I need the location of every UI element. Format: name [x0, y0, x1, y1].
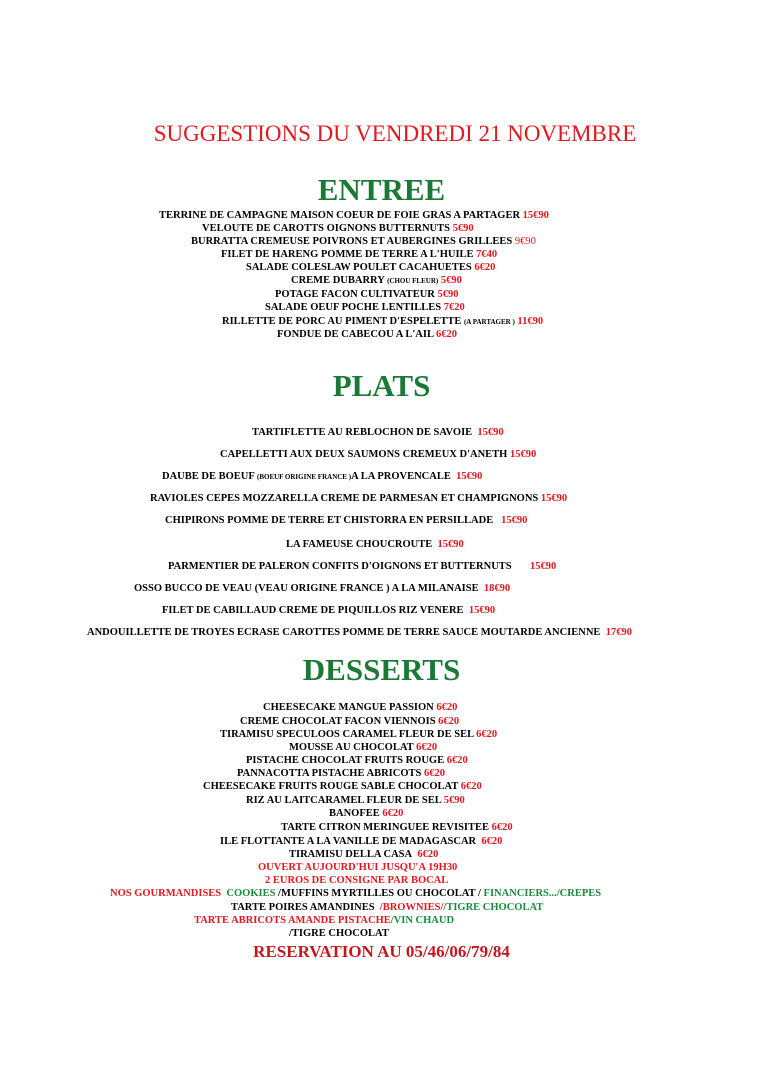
menu-item [168, 560, 556, 573]
item-price: 15€90 [468, 605, 496, 616]
item-name: BANOFEE [329, 808, 380, 819]
item-name-suffix: A LA PROVENCALE [351, 471, 451, 482]
item-name: CHIPIRONS POMME DE TERRE ET CHISTORRA EN PERSILLADE [165, 515, 494, 526]
menu-item [220, 728, 497, 741]
item-name: TIRAMISU SPECULOOS CARAMEL FLEUR DE SEL [220, 729, 474, 740]
item-name: RILLETTE DE PORC AU PIMENT D'ESPELETTE [222, 316, 462, 327]
menu-item [165, 514, 527, 527]
menu-item [291, 274, 462, 288]
section-plats-heading: PLATS [332, 368, 431, 403]
item-name: LA FAMEUSE CHOUCROUTE [286, 539, 433, 550]
item-note: (CHOU FLEUR) [387, 277, 439, 285]
item-price: 15€90 [522, 210, 549, 221]
item-name: SALADE COLESLAW POULET CACAHUETES [246, 262, 472, 273]
item-name: PARMENTIER DE PALERON CONFITS D'OIGNONS ET BUTTERNUTS [168, 561, 512, 572]
gourmandise-vin-chaud: /VIN CHAUD [390, 915, 455, 926]
item-price: 15€90 [437, 539, 464, 550]
page-title: SUGGESTIONS DU VENDREDI 21 NOVEMBRE [153, 121, 637, 146]
menu-item [162, 604, 495, 617]
item-price: 6€20 [446, 755, 468, 766]
gourmandise-tigre-chocolat: /TIGRE CHOCOLAT [289, 928, 389, 939]
item-price: 15€90 [501, 515, 528, 526]
menu-item [221, 248, 497, 261]
item-price: 6€20 [481, 836, 503, 847]
item-name: TERRINE DE CAMPAGNE MAISON COEUR DE FOIE GRAS A PARTAGER [159, 210, 521, 221]
item-price: 7€20 [443, 302, 465, 313]
item-name: ANDOUILLETTE DE TROYES ECRASE CAROTTES POMME DE TERRE SAUCE MOUTARDE ANCIENNE [87, 627, 601, 638]
menu-item [289, 741, 437, 754]
menu-item [222, 315, 543, 329]
item-name: CREME CHOCOLAT FACON VIENNOIS [240, 716, 436, 727]
item-name: FILET DE CABILLAUD CREME DE PIQUILLOS RIZ VENERE [162, 605, 464, 616]
menu-item [87, 626, 632, 639]
gourmandises-line [194, 914, 454, 927]
item-name: FILET DE HARENG POMME DE TERRE A L'HUILE [221, 249, 474, 260]
menu-item [159, 209, 549, 222]
item-price: 6€20 [417, 849, 439, 860]
item-name: CHEESECAKE FRUITS ROUGE SABLE CHOCOLAT [203, 781, 459, 792]
item-name: TIRAMISU DELLA CASA [289, 849, 413, 860]
gourmandises-line [231, 901, 543, 914]
item-price: 15€90 [530, 561, 557, 572]
menu-item [220, 448, 536, 461]
menu-item [329, 807, 403, 820]
item-name: TARTIFLETTE AU REBLOCHON DE SAVOIE [252, 427, 473, 438]
item-price: 7€40 [476, 249, 498, 260]
gourmandise-brownies: /BROWNIES/ [379, 902, 444, 913]
item-name: CAPELLETTI AUX DEUX SAUMONS CREMEUX D'ANETH [220, 449, 508, 460]
item-name: RAVIOLES CEPES MOZZARELLA CREME DE PARMESAN ET CHAMPIGNONS [150, 493, 539, 504]
menu-item [246, 794, 465, 807]
menu-item [134, 582, 510, 595]
menu-item [275, 288, 458, 301]
menu-item [252, 426, 504, 439]
gourmandise-tarte-poires: TARTE POIRES AMANDINES [231, 902, 375, 913]
item-price: 6€20 [416, 742, 438, 753]
menu-item [289, 848, 438, 861]
item-name: CREME DUBARRY [291, 275, 385, 286]
item-price: 5€90 [452, 223, 474, 234]
item-price: 15€90 [540, 493, 568, 504]
item-name: FONDUE DE CABECOU A L'AIL [277, 329, 434, 340]
item-name: PANNACOTTA PISTACHE ABRICOTS [237, 768, 422, 779]
menu-item [191, 235, 536, 248]
item-price: 15€90 [477, 427, 504, 438]
menu-item [240, 715, 459, 728]
menu-item [220, 835, 502, 848]
item-price: 9€90 [514, 236, 536, 247]
item-name: DAUBE DE BOEUF [162, 471, 255, 482]
opening-hours: OUVERT AUJOURD'HUI JUSQU'A 19H30 [258, 862, 458, 873]
gourmandise-tigre: /TIGRE CHOCOLAT [443, 902, 544, 913]
item-price: 6€20 [474, 262, 496, 273]
section-desserts-heading: DESSERTS [302, 652, 461, 687]
item-name: SALADE OEUF POCHE LENTILLES [265, 302, 442, 313]
menu-item [277, 328, 457, 341]
item-note: (A PARTAGER ) [463, 318, 515, 326]
gourmandises-line [110, 887, 601, 900]
item-price: 18€90 [483, 583, 511, 594]
reservation-phone: RESERVATION AU 05/46/06/79/84 [253, 942, 510, 961]
item-price: 5€90 [443, 795, 465, 806]
item-price: 6€20 [436, 329, 457, 340]
gourmandise-tarte-abricots: TARTE ABRICOTS AMANDE PISTACHE [194, 915, 391, 926]
item-name: TARTE CITRON MERINGUEE REVISITEE [281, 822, 490, 833]
item-price: 6€20 [382, 808, 404, 819]
item-name: VELOUTE DE CAROTTS OIGNONS BUTTERNUTS [202, 223, 450, 234]
item-price: 17€90 [605, 627, 632, 638]
section-entree-heading: ENTREE [317, 172, 446, 207]
menu-item [246, 261, 495, 274]
gourmandise-muffins: /MUFFINS MYRTILLES OU CHOCOLAT / [278, 888, 481, 899]
item-price: 6€20 [476, 729, 498, 740]
item-price: 6€20 [438, 716, 460, 727]
item-price: 5€90 [440, 275, 462, 286]
item-note: (BOEUF ORIGINE FRANCE ) [257, 473, 352, 481]
item-name: BURRATTA CREMEUSE POIVRONS ET AUBERGINES GRILLEES [191, 236, 513, 247]
item-price: 6€20 [436, 702, 458, 713]
item-price: 5€90 [437, 289, 459, 300]
item-name: ILE FLOTTANTE A LA VANILLE DE MADAGASCAR [220, 836, 477, 847]
menu-item [286, 538, 464, 551]
menu-item [246, 754, 468, 767]
item-price: 6€20 [460, 781, 482, 792]
item-name: POTAGE FACON CULTIVATEUR [275, 289, 435, 300]
gourmandise-financiers: FINANCIERS.../CREPES [483, 888, 602, 899]
menu-item [265, 301, 465, 314]
item-price: 6€20 [491, 822, 513, 833]
item-price: 15€90 [509, 449, 537, 460]
gourmandises-label: NOS GOURMANDISES [110, 888, 222, 899]
menu-item [162, 470, 482, 484]
item-name: RIZ AU LAITCARAMEL FLEUR DE SEL [246, 795, 442, 806]
item-price: 11€90 [517, 316, 544, 327]
menu-item [203, 780, 482, 793]
item-name: OSSO BUCCO DE VEAU (VEAU ORIGINE FRANCE ) A LA MILANAISE [134, 583, 479, 594]
item-name: CHEESECAKE MANGUE PASSION [263, 702, 434, 713]
menu-item [281, 821, 513, 834]
menu-item [237, 767, 445, 780]
item-price: 6€20 [424, 768, 445, 779]
item-name: PISTACHE CHOCOLAT FRUITS ROUGE [246, 755, 445, 766]
menu-item [150, 492, 567, 505]
menu-item [263, 701, 457, 714]
deposit-note: 2 EUROS DE CONSIGNE PAR BOCAL [265, 875, 449, 886]
menu-item [202, 222, 474, 235]
gourmandise-cookies: COOKIES [226, 888, 276, 899]
item-price: 15€90 [456, 471, 483, 482]
item-name: MOUSSE AU CHOCOLAT [289, 742, 414, 753]
